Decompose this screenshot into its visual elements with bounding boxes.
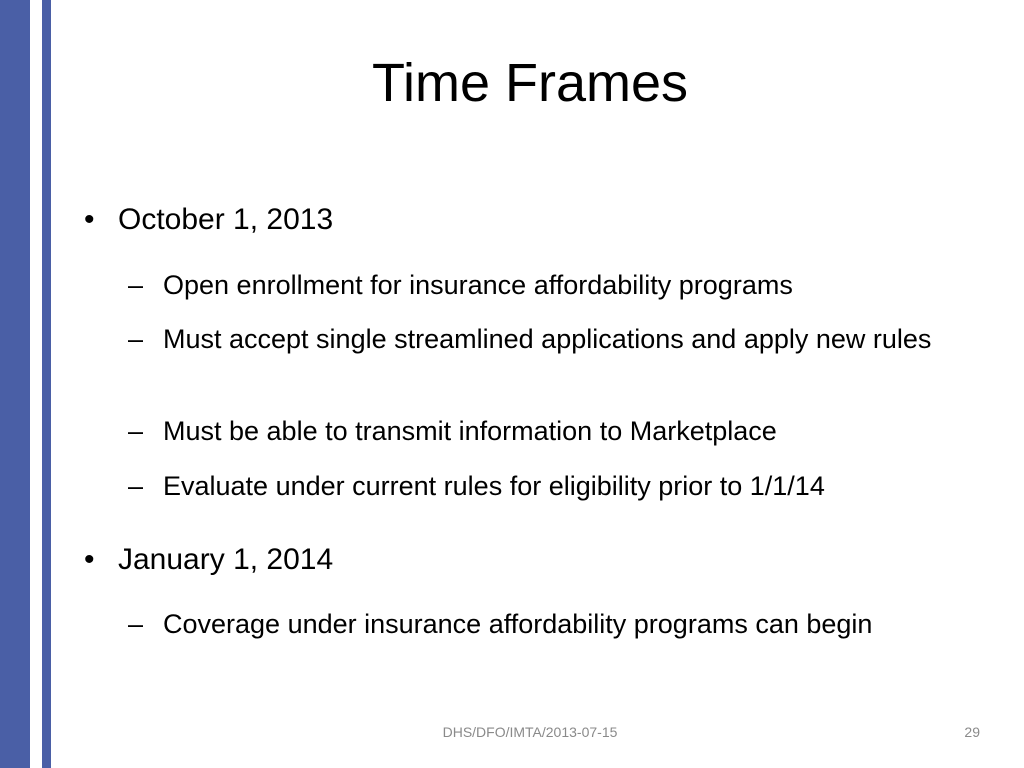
section-heading: January 1, 2014 bbox=[118, 543, 334, 576]
dash-glyph: – bbox=[128, 324, 144, 354]
page-number: 29 bbox=[964, 724, 980, 740]
sub-bullet-text: Must accept single streamlined applications and apply new rules bbox=[163, 324, 932, 354]
sub-bullet-item bbox=[128, 266, 988, 304]
sub-bullet-text: Open enrollment for insurance affordability programs bbox=[163, 270, 793, 300]
sub-bullet-item bbox=[128, 605, 988, 643]
sub-bullet-text: Evaluate under current rules for eligibility prior to 1/1/14 bbox=[163, 471, 825, 501]
sub-bullet-item bbox=[128, 467, 988, 505]
sub-bullet-text: Coverage under insurance affordability programs can begin bbox=[163, 609, 873, 639]
dash-glyph: – bbox=[128, 471, 144, 501]
dash-glyph: – bbox=[128, 270, 144, 300]
dash-glyph: – bbox=[128, 416, 144, 446]
sub-bullet-item bbox=[128, 412, 988, 450]
sub-bullet-text: Must be able to transmit information to Marketplace bbox=[163, 416, 777, 446]
dash-glyph: – bbox=[128, 609, 144, 639]
section-heading: October 1, 2013 bbox=[118, 203, 334, 236]
bullet-glyph: • bbox=[84, 543, 95, 576]
bullet-glyph: • bbox=[84, 203, 95, 236]
footer-document-id: DHS/DFO/IMTA/2013-07-15 bbox=[442, 724, 618, 740]
sub-bullet-item bbox=[128, 320, 988, 358]
slide-title: Time Frames bbox=[371, 53, 688, 113]
